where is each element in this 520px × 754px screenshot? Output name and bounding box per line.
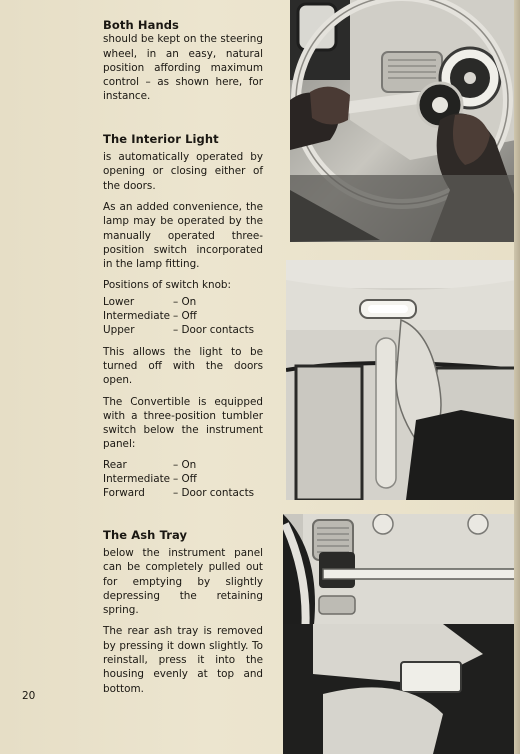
paragraph-both-hands: should be kept on the steering wheel, in an easy, natural position affording maximum control – as shown here, for instance. bbox=[103, 33, 263, 103]
tumbler-name: Intermediate bbox=[103, 473, 171, 486]
tumbler-name: Forward bbox=[103, 487, 145, 500]
knob-value: – On bbox=[173, 295, 197, 308]
steering-wheel-hands-photo bbox=[290, 0, 516, 242]
knob-row bbox=[103, 295, 263, 309]
knob-value: – Door contacts bbox=[173, 324, 255, 337]
page-edge bbox=[514, 0, 520, 754]
knob-positions-table bbox=[103, 295, 263, 338]
heading-interior-light: The Interior Light bbox=[103, 131, 219, 146]
knob-row bbox=[103, 323, 263, 337]
tumbler-positions-table bbox=[103, 458, 263, 501]
heading-ash-tray: The Ash Tray bbox=[103, 527, 188, 542]
tumbler-row bbox=[103, 458, 263, 472]
tumbler-row bbox=[103, 486, 263, 500]
knob-name: Lower bbox=[103, 295, 135, 308]
tumbler-value: – Off bbox=[173, 473, 197, 486]
text-column bbox=[103, 18, 263, 696]
knob-row bbox=[103, 309, 263, 323]
knob-value: – Off bbox=[173, 310, 197, 323]
interior-light-switch-photo bbox=[286, 260, 516, 500]
tumbler-name: Rear bbox=[103, 458, 127, 471]
tumbler-row bbox=[103, 472, 263, 486]
knob-name: Upper bbox=[103, 324, 135, 337]
paragraph-ashtray-1: below the instrument panel can be completely pulled out for emptying by slightly depressing the retaining spring. bbox=[103, 546, 263, 617]
paragraph-ashtray-2: The rear ash tray is removed by pressing it down slightly. To reinstall, press it into the housing evenly at top and bottom. bbox=[103, 625, 263, 695]
ash-tray-photo bbox=[283, 514, 516, 754]
tumbler-value: – On bbox=[173, 458, 197, 471]
paragraph-light-3: This allows the light to be turned off with the doors open. bbox=[103, 345, 263, 387]
paragraph-light-1: is automatically operated by opening or closing either of the doors. bbox=[103, 151, 263, 192]
paragraph-light-4: The Convertible is equipped with a three-position tumbler switch below the instrument panel: bbox=[103, 395, 263, 451]
knob-name: Intermediate bbox=[103, 310, 171, 323]
paragraph-light-2: As an added convenience, the lamp may be operated by the manually operated three-position switch incorporated in the lamp fitting. bbox=[103, 200, 263, 271]
tumbler-value: – Door contacts bbox=[173, 487, 255, 500]
heading-both-hands: Both Hands bbox=[103, 18, 180, 32]
page-number: 20 bbox=[22, 690, 36, 702]
knob-intro: Positions of switch knob: bbox=[103, 279, 232, 292]
